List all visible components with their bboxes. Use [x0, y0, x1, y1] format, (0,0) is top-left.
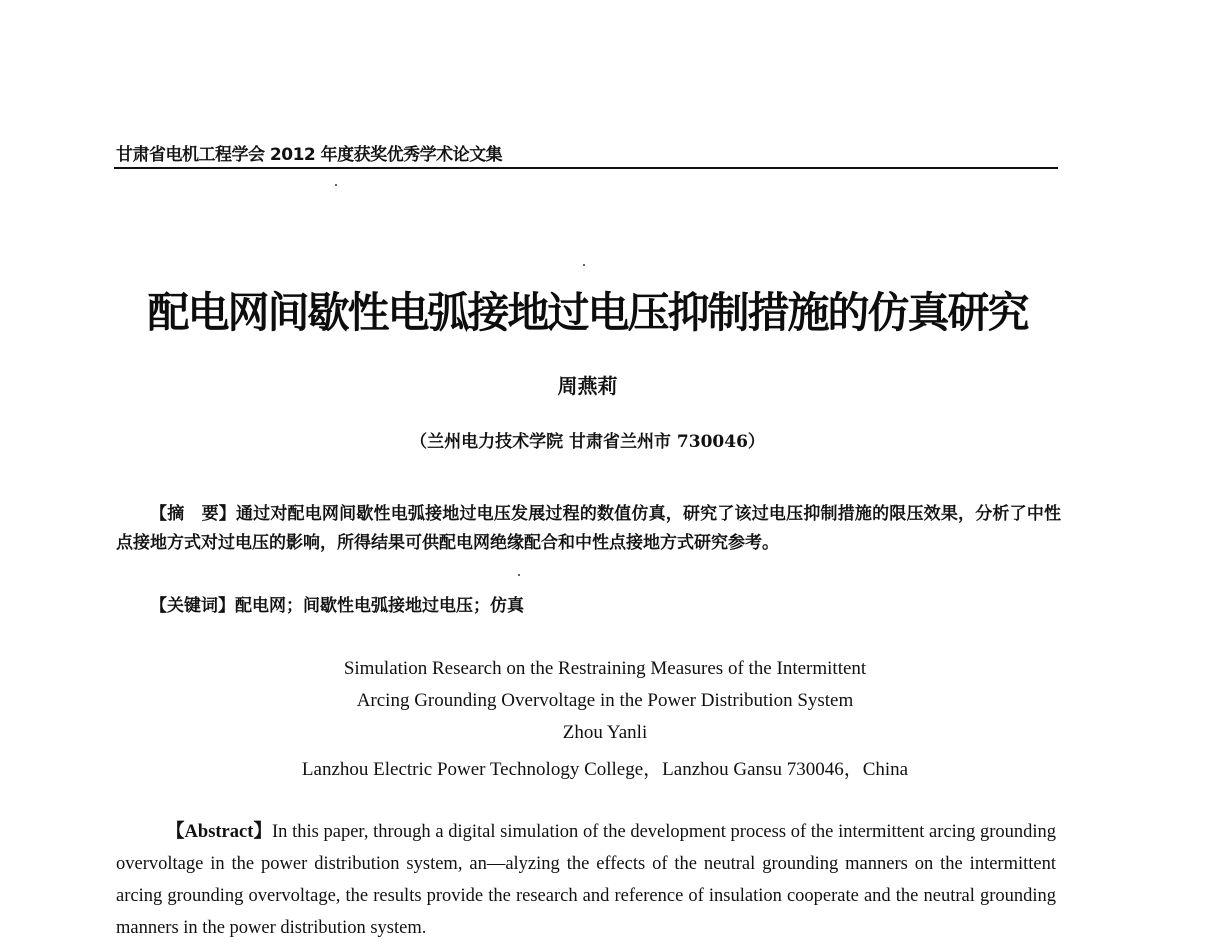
abstract-en-text: In this paper, through a digital simulation of the development process of the intermittent arcing grounding overvoltage in the power distribution system, an—alyzing the effects of the neutral grounding manners on the intermittent arcing grounding overvoltage, the results provide the research and reference of insulation cooperate and the neutral grounding manners in the power distribution system. — [116, 822, 1056, 938]
paper-title-en-line-2: Arcing Grounding Overvoltage in the Power Distribution System — [356, 690, 854, 711]
author-cn: 周燕莉 — [557, 374, 618, 398]
scan-speck — [518, 574, 520, 576]
keywords-cn — [116, 592, 1061, 621]
abstract-cn — [116, 500, 1061, 558]
abstract-cn-label: 【摘 要】 — [150, 504, 236, 524]
scan-speck — [335, 184, 337, 186]
abstract-cn-text: 通过对配电网间歇性电弧接地过电压发展过程的数值仿真，研究了该过电压抑制措施的限压效果，分析了中性点接地方式对过电压的影响，所得结果可供配电网绝缘配合和中性点接地方式研究参考。 — [116, 504, 1062, 553]
header-rule — [114, 167, 1058, 169]
scan-speck — [583, 264, 585, 266]
paper-title-en-line-1: Simulation Research on the Restraining Measures of the Intermittent — [343, 658, 867, 679]
keywords-cn-label: 【关键词】 — [150, 596, 235, 616]
paper-title-cn: 配电网间歇性电弧接地过电压抑制措施的仿真研究 — [147, 288, 1028, 337]
affiliation-en: Lanzhou Electric Power Technology College，Lanzhou Gansu 730046，China — [301, 759, 909, 780]
abstract-en-label: 【Abstract】 — [166, 822, 272, 842]
author-en: Zhou Yanli — [562, 722, 648, 743]
abstract-en — [116, 816, 1056, 944]
running-header: 甘肃省电机工程学会 2012 年度获奖优秀学术论文集 — [116, 145, 503, 165]
keywords-cn-text: 配电网；间歇性电弧接地过电压；仿真 — [235, 596, 524, 616]
affiliation-cn: （兰州电力技术学院 甘肃省兰州市 730046） — [410, 432, 765, 452]
